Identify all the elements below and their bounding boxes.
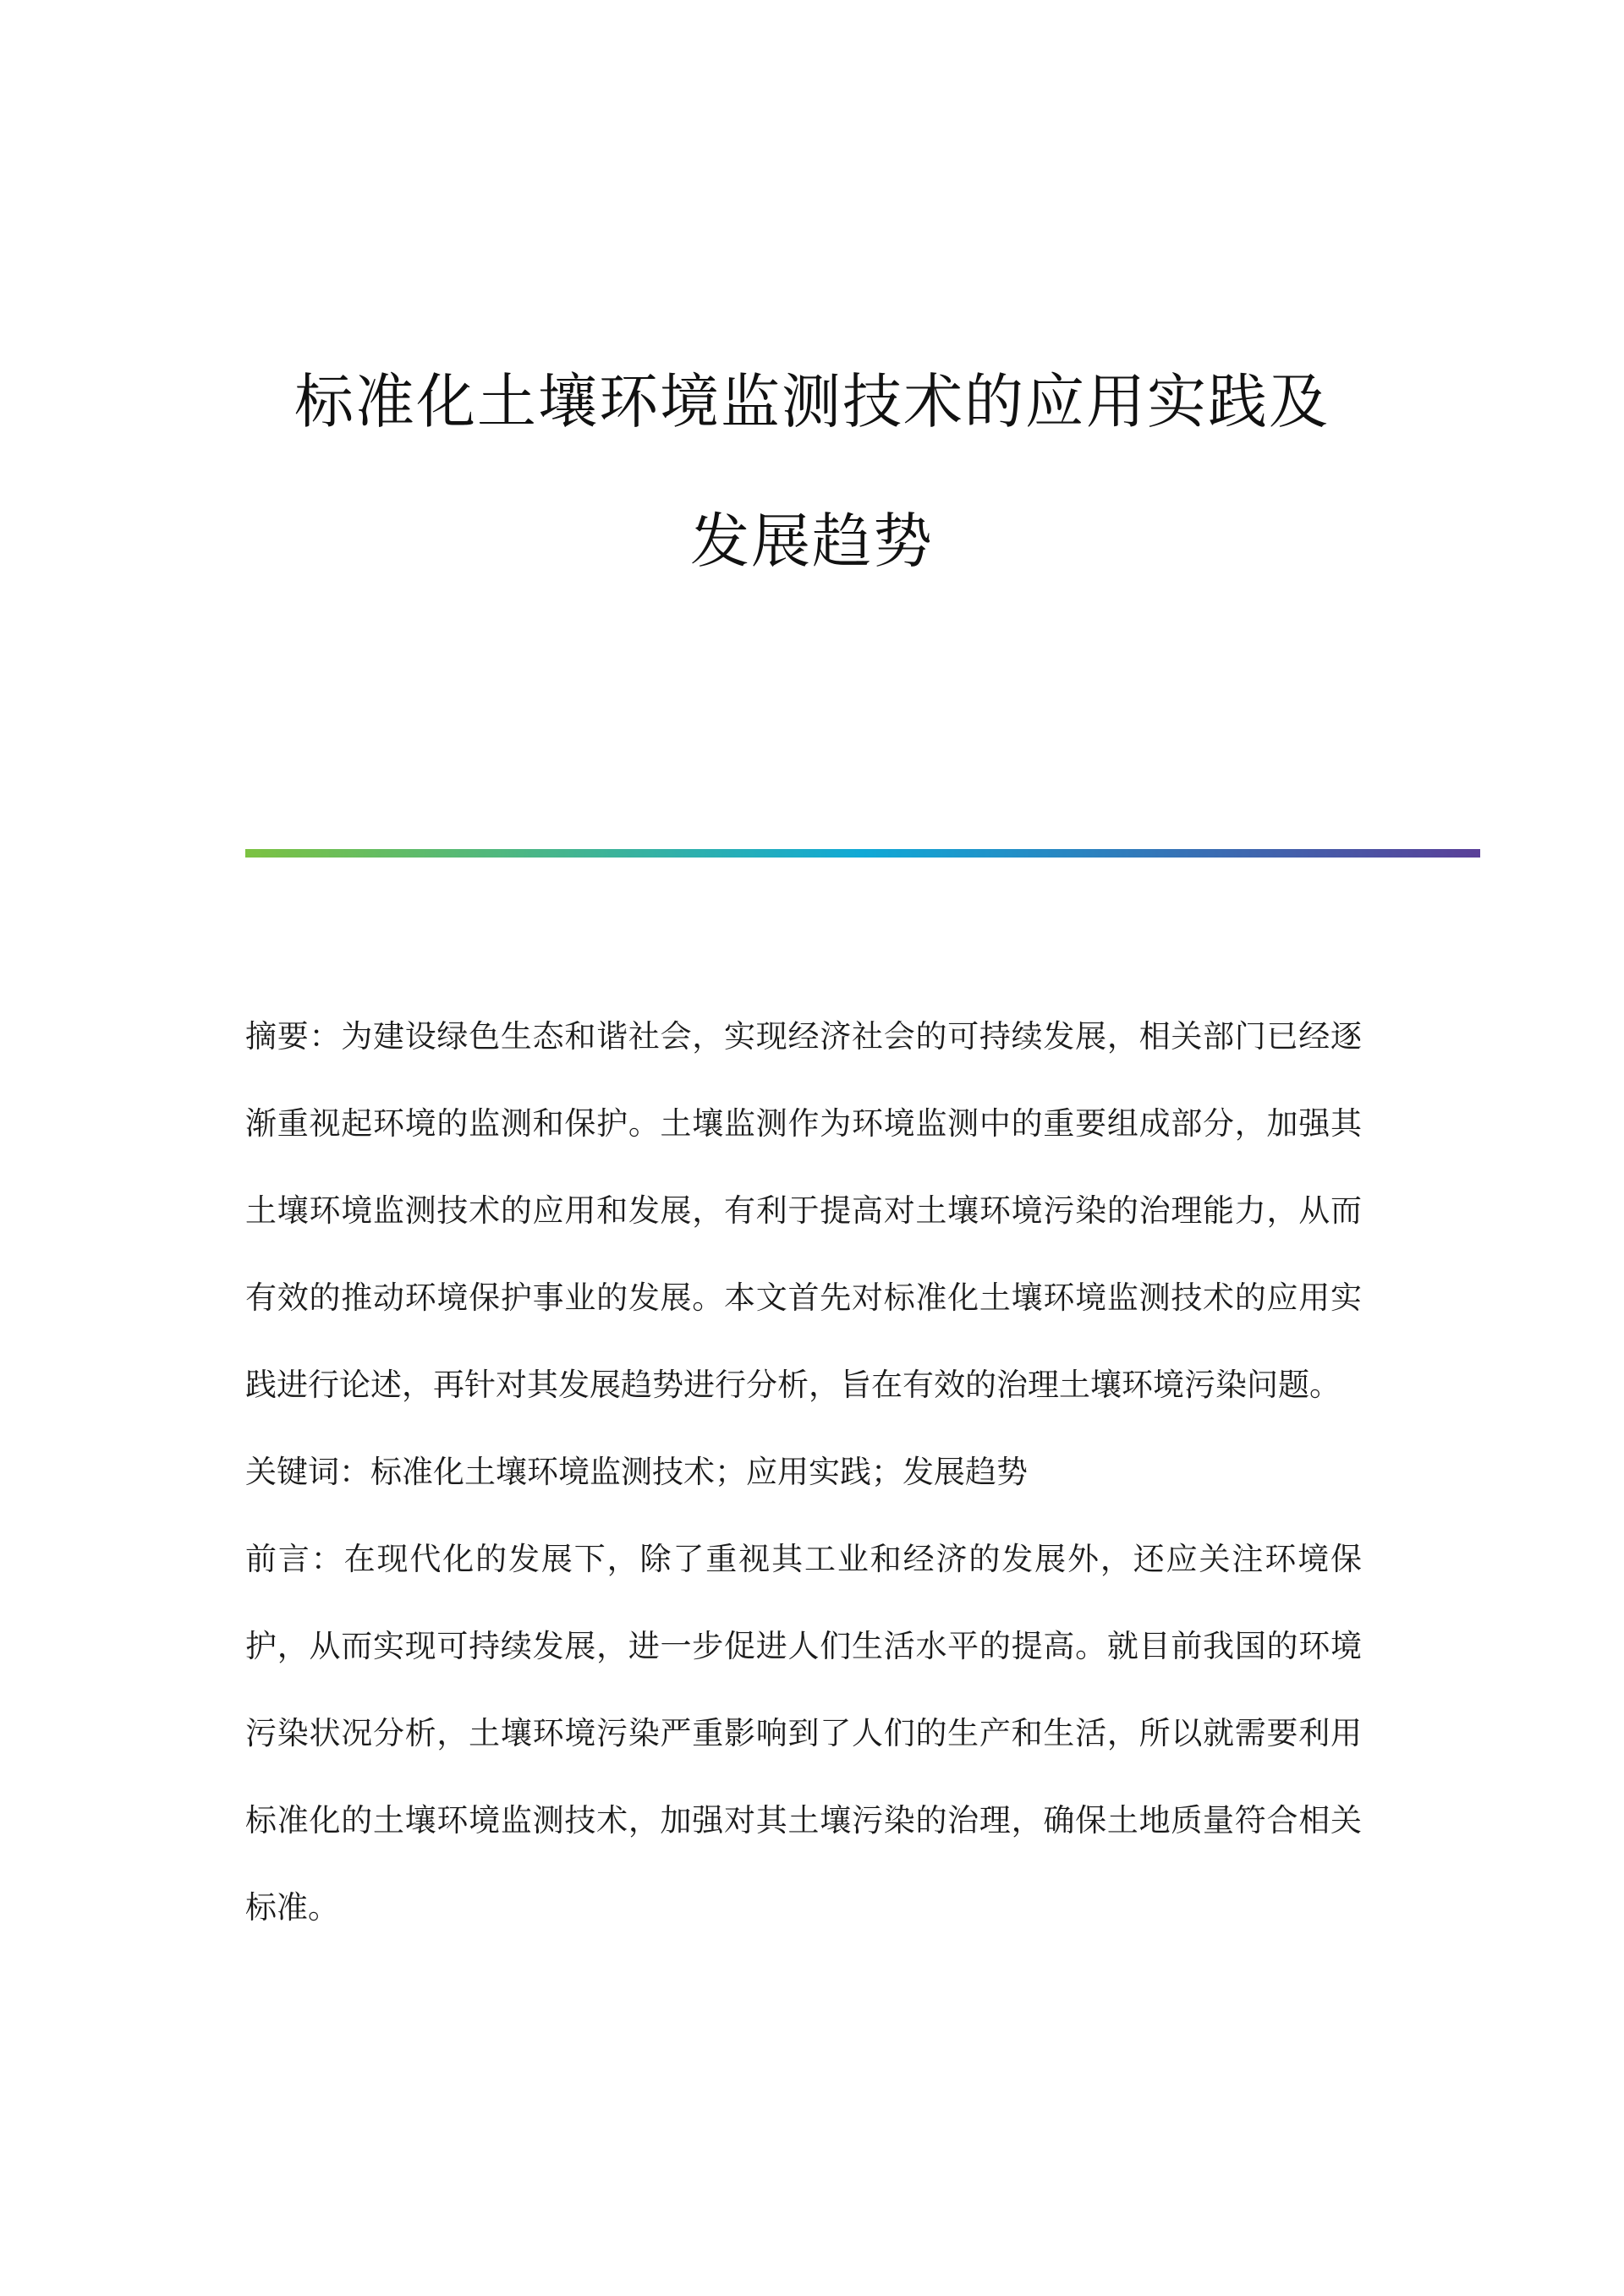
abstract-label: 摘要： xyxy=(245,1018,342,1055)
keywords-text: 标准化土壤环境监测技术；应用实践；发展趋势 xyxy=(370,1454,1028,1490)
abstract-text: 为建设绿色生态和谐社会，实现经济社会的可持续发展，相关部门已经逐渐重视起环境的监测和保护。土壤监测作为环境监测中的重要组成部分，加强其土壤环境监测技术的应用和发展，有利于提高对土壤环境污染的治理能力，从而有效的推动环境保护事业的发展。本文首先对标准化土壤环境监测技术的应用实践进行论述，再针对其发展趋势进行分析，旨在有效的治理土壤环境污染问题。 xyxy=(245,1018,1363,1403)
keywords-paragraph xyxy=(245,1428,1362,1515)
document-body xyxy=(245,993,1362,1951)
title-line-2: 发展趋势 xyxy=(690,507,934,576)
title-line-1: 标准化土壤环境监测技术的应用实践及 xyxy=(294,367,1330,436)
preface-paragraph xyxy=(245,1515,1362,1951)
abstract-paragraph xyxy=(245,993,1362,1428)
gradient-divider xyxy=(245,849,1480,858)
preface-label: 前言： xyxy=(245,1541,344,1577)
preface-text: 在现代化的发展下，除了重视其工业和经济的发展外，还应关注环境保护，从而实现可持续发展，进一步促进人们生活水平的提高。就目前我国的环境污染状况分析，土壤环境污染严重影响到了人们的生产和生活，所以就需要利用标准化的土壤环境监测技术，加强对其土壤污染的治理，确保土地质量符合相关标准。 xyxy=(245,1541,1363,1926)
keywords-label: 关键词： xyxy=(245,1454,370,1490)
document-title xyxy=(220,367,1404,576)
